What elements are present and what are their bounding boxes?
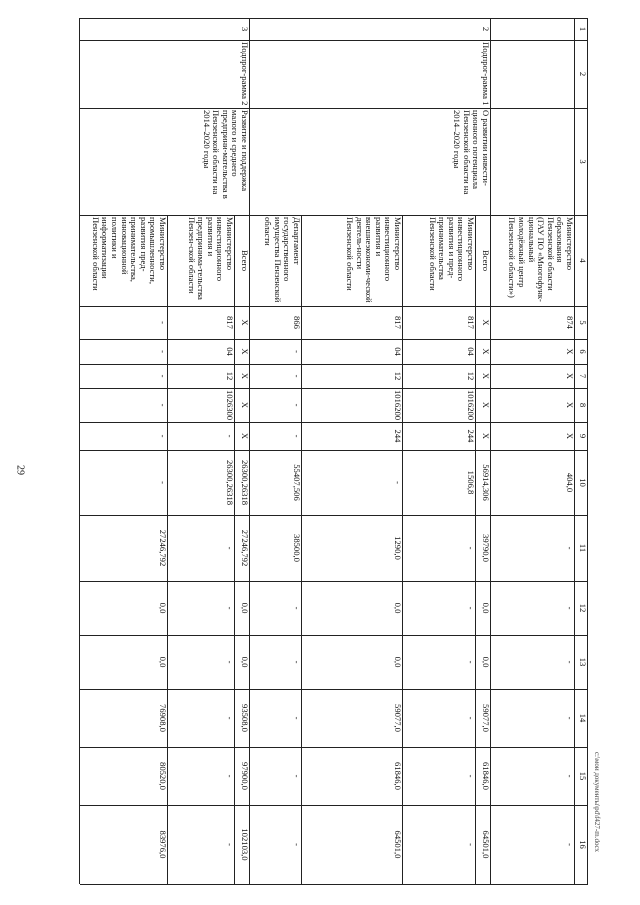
value-cell-col-13: 0,0 xyxy=(240,656,250,668)
value-cell-col-14: - xyxy=(565,716,575,720)
value-cell-col-10: 26300,26318 xyxy=(240,459,250,506)
value-cell-col-8: 1026300 xyxy=(225,390,235,421)
value-cell-col-5: - xyxy=(158,321,168,324)
column-number-15: 15 xyxy=(578,771,588,781)
value-cell-col-13: - xyxy=(292,660,302,664)
value-cell-col-9: Х xyxy=(240,432,250,440)
subprogram-title: О развитии инвести-ционного потенциала Пензенской области на 2014–2020 годы xyxy=(452,110,491,195)
subprogram-name: Подпрог-рамма 2 xyxy=(240,42,250,106)
value-cell-col-8: - xyxy=(158,403,168,407)
value-cell-col-15: - xyxy=(292,774,302,778)
value-cell-col-10: 404,0 xyxy=(565,472,575,493)
executor-cell: Всего xyxy=(240,249,250,272)
column-number-10: 10 xyxy=(578,478,588,487)
column-number-14: 14 xyxy=(578,713,588,723)
value-cell-col-10: 1506,8 xyxy=(466,470,476,495)
value-cell-col-14: 93508,0 xyxy=(240,704,250,732)
value-cell-col-14: - xyxy=(225,716,235,720)
value-cell-col-14: 76908,0 xyxy=(158,704,168,732)
executor-cell: Министерство образования Пензенской области (ГАУ ПО «Многофунк-циональный молодёжный центр Пензенской области») xyxy=(507,217,575,302)
value-cell-col-13: 0,0 xyxy=(481,656,491,668)
executor-cell: Министерство инвестиционного развития и внешнеэкономи-ческой деятель-ности Пензенской области xyxy=(345,217,403,303)
value-cell-col-7: Х xyxy=(240,372,250,380)
grid-line xyxy=(249,18,250,884)
value-cell-col-6: Х xyxy=(240,348,250,355)
column-number-11: 11 xyxy=(578,543,588,553)
value-cell-col-9: - xyxy=(292,434,302,438)
value-cell-col-8: 1016200 xyxy=(466,390,476,421)
grid-line xyxy=(80,515,588,516)
executor-cell: Министерство инвестиционного развития и предпринима-тельства Пензен-ской области xyxy=(186,217,235,300)
value-cell-col-16: 64501,0 xyxy=(481,830,491,859)
value-cell-col-10: - xyxy=(393,481,403,484)
footer-file-path: c:\мои документы\pd\f427-m.docx xyxy=(593,751,601,853)
grid-line xyxy=(80,747,588,748)
value-cell-col-11: - xyxy=(565,546,575,550)
grid-line xyxy=(80,215,588,216)
value-cell-col-10: - xyxy=(158,481,168,484)
value-cell-col-15: 80520,0 xyxy=(158,762,168,790)
value-cell-col-6: - xyxy=(158,350,168,353)
grid-line xyxy=(234,215,235,884)
value-cell-col-12: - xyxy=(466,606,476,610)
grid-line xyxy=(167,215,168,884)
value-cell-col-11: 1290,0 xyxy=(393,536,403,560)
value-cell-col-14: 59077,0 xyxy=(393,704,403,732)
value-cell-col-6: 04 xyxy=(466,347,476,356)
grid-line xyxy=(587,18,588,884)
value-cell-col-6: 04 xyxy=(225,347,235,356)
value-cell-col-11: 27246,792 xyxy=(240,529,250,567)
value-cell-col-10: 55407,506 xyxy=(292,464,302,501)
value-cell-col-16: - xyxy=(292,843,302,846)
value-cell-col-11: 27246,792 xyxy=(158,529,168,567)
column-number-13: 13 xyxy=(578,657,588,667)
grid-line xyxy=(80,422,588,423)
value-cell-col-8: - xyxy=(292,403,302,407)
grid-line xyxy=(80,581,588,582)
value-cell-col-11: - xyxy=(466,546,476,550)
grid-line xyxy=(80,339,588,340)
value-cell-col-16: - xyxy=(565,843,575,846)
column-number-7: 7 xyxy=(578,373,588,379)
grid-line xyxy=(80,306,588,307)
value-cell-col-12: 0,0 xyxy=(158,602,168,614)
value-cell-col-16: 102103,0 xyxy=(240,828,250,861)
value-cell-col-13: 0,0 xyxy=(158,656,168,668)
grid-line xyxy=(80,450,588,451)
grid-line xyxy=(80,364,588,365)
value-cell-col-9: - xyxy=(158,434,168,438)
value-cell-col-9: - xyxy=(225,434,235,438)
value-cell-col-11: 39790,0 xyxy=(481,534,491,562)
value-cell-col-9: Х xyxy=(565,432,575,440)
grid-line xyxy=(402,215,403,884)
executor-cell: Департамент государственного имущества Пензенской области xyxy=(263,217,302,303)
value-cell-col-15: - xyxy=(466,774,476,778)
value-cell-col-7: 12 xyxy=(466,371,476,381)
value-cell-col-13: - xyxy=(565,660,575,664)
value-cell-col-13: 0,0 xyxy=(393,656,403,668)
value-cell-col-7: - xyxy=(292,374,302,378)
value-cell-col-16: - xyxy=(225,843,235,846)
column-number-5: 5 xyxy=(578,320,588,325)
value-cell-col-11: 38500,0 xyxy=(292,534,302,562)
value-cell-col-12: 0,0 xyxy=(481,602,491,614)
value-cell-col-14: 59077,0 xyxy=(481,704,491,732)
value-cell-col-15: - xyxy=(565,774,575,778)
grid-line xyxy=(574,18,575,884)
value-cell-col-16: 64501,0 xyxy=(393,830,403,859)
subprogram-title: Развитие и поддержка малого и среднего предприни-мательства в Пензенской области на 2014–2020 годы xyxy=(201,110,250,199)
value-cell-col-14: - xyxy=(292,716,302,720)
value-cell-col-6: - xyxy=(292,350,302,353)
subprogram-name: Подпрог-рамма 1 xyxy=(481,42,491,106)
column-number-2: 2 xyxy=(578,71,588,77)
value-cell-col-10: 56914,306 xyxy=(481,464,491,501)
page-number: 29 xyxy=(14,465,26,475)
grid-line xyxy=(80,884,588,885)
value-cell-col-15: 97900,0 xyxy=(240,762,250,790)
value-cell-col-8: 1016200 xyxy=(393,390,403,421)
grid-line xyxy=(490,18,491,884)
value-cell-col-12: - xyxy=(292,606,302,610)
column-number-3: 3 xyxy=(578,159,588,164)
column-number-9: 9 xyxy=(578,433,588,439)
value-cell-col-5: 817 xyxy=(393,316,403,329)
grid-line xyxy=(301,215,302,884)
grid-line xyxy=(80,388,588,389)
executor-cell: Министерство инвестиционного развития и пред-принимательства Пензенской области xyxy=(427,217,476,291)
column-number-16: 16 xyxy=(578,840,588,849)
value-cell-col-13: - xyxy=(466,660,476,664)
value-cell-col-15: 61846,0 xyxy=(481,762,491,790)
value-cell-col-15: 61846,0 xyxy=(393,762,403,790)
value-cell-col-10: 26300,26318 xyxy=(225,459,235,506)
value-cell-col-8: Х xyxy=(240,401,250,409)
grid-line xyxy=(80,108,588,109)
value-cell-col-13: - xyxy=(225,660,235,664)
value-cell-col-6: Х xyxy=(481,348,491,355)
value-cell-col-5: 874 xyxy=(565,316,575,329)
column-number-6: 6 xyxy=(578,349,588,354)
value-cell-col-12: - xyxy=(565,606,575,610)
value-cell-col-5: 817 xyxy=(466,316,476,329)
value-cell-col-6: Х xyxy=(565,348,575,355)
value-cell-col-6: 04 xyxy=(393,347,403,356)
value-cell-col-9: 244 xyxy=(393,429,403,443)
grid-line xyxy=(80,635,588,636)
value-cell-col-7: - xyxy=(158,374,168,378)
grid-line xyxy=(80,40,588,41)
value-cell-col-16: 83976,0 xyxy=(158,830,168,859)
value-cell-col-12: 0,0 xyxy=(393,602,403,614)
executor-cell: Министерство промышленности, развития пред-принимательства, инновационной политики и информатизации Пензенской области xyxy=(90,217,168,291)
value-cell-col-11: - xyxy=(225,546,235,550)
column-number-12: 12 xyxy=(578,603,588,613)
value-cell-col-5: Х xyxy=(240,319,250,326)
column-number-8: 8 xyxy=(578,402,588,408)
value-cell-col-8: Х xyxy=(481,401,491,409)
value-cell-col-15: - xyxy=(225,774,235,778)
value-cell-col-5: Х xyxy=(481,319,491,326)
row-number: 2 xyxy=(481,26,491,32)
value-cell-col-7: Х xyxy=(481,372,491,380)
grid-line xyxy=(80,18,588,19)
grid-line xyxy=(80,689,588,690)
value-cell-col-7: 12 xyxy=(225,371,235,381)
grid-line xyxy=(80,805,588,806)
value-cell-col-16: - xyxy=(466,843,476,846)
value-cell-col-8: Х xyxy=(565,401,575,409)
value-cell-col-12: - xyxy=(225,606,235,610)
value-cell-col-5: 817 xyxy=(225,316,235,329)
value-cell-col-12: 0,0 xyxy=(240,602,250,614)
value-cell-col-9: 244 xyxy=(466,429,476,443)
column-number-1: 1 xyxy=(578,26,588,32)
grid-line xyxy=(475,215,476,884)
value-cell-col-9: Х xyxy=(481,432,491,440)
value-cell-col-7: Х xyxy=(565,372,575,380)
value-cell-col-5: 866 xyxy=(292,316,302,329)
row-number: 3 xyxy=(240,26,250,32)
value-cell-col-7: 12 xyxy=(393,371,403,381)
grid-line xyxy=(79,18,80,884)
value-cell-col-14: - xyxy=(466,716,476,720)
column-number-4: 4 xyxy=(578,258,588,263)
executor-cell: Всего xyxy=(481,249,491,272)
budget-table xyxy=(80,18,588,884)
